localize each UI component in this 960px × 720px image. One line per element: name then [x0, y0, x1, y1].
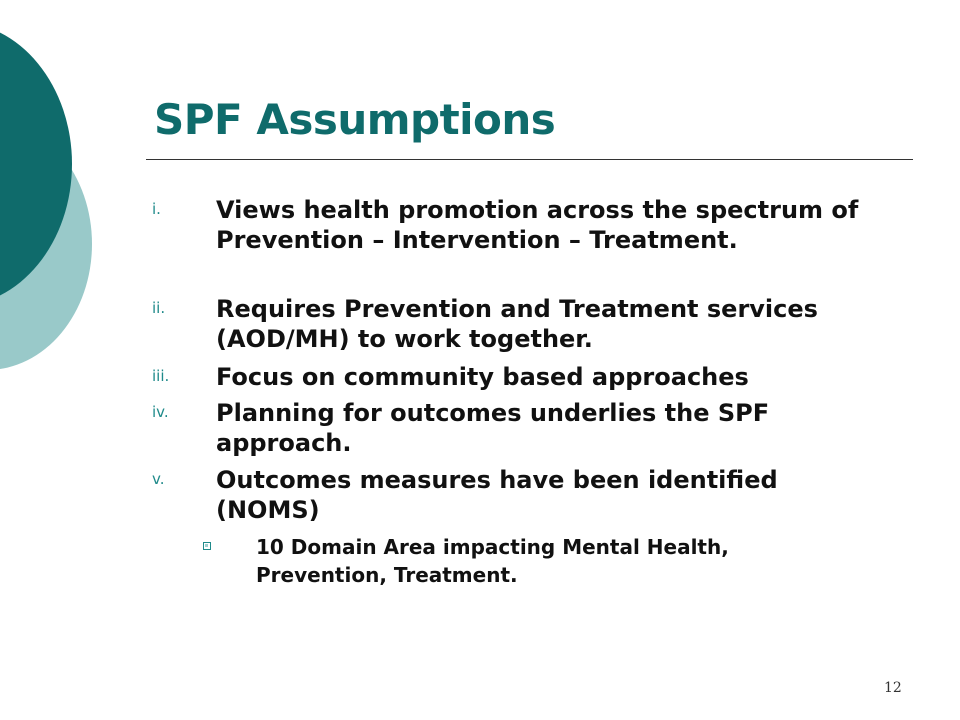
page-number: 12: [884, 680, 902, 696]
list-item-text: Focus on community based approaches: [216, 363, 749, 391]
list-item: [152, 195, 872, 255]
title-divider: [146, 159, 913, 160]
list-numeral: i.: [152, 200, 161, 218]
list-item: [152, 465, 872, 525]
list-item: [152, 398, 872, 458]
sub-list-item-text: 10 Domain Area impacting Mental Health, Prevention, Treatment.: [256, 535, 729, 587]
list-numeral: iv.: [152, 403, 169, 421]
slide-title: SPF Assumptions: [154, 95, 556, 144]
list-item-text: Requires Prevention and Treatment services (AOD/MH) to work together.: [216, 295, 818, 353]
list-item-text: Views health promotion across the spectrum of Prevention – Intervention – Treatment.: [216, 196, 859, 254]
list-item: [152, 362, 872, 392]
list-numeral: v.: [152, 470, 165, 488]
list-item-text: Outcomes measures have been identified (NOMS): [216, 466, 778, 524]
list-numeral: iii.: [152, 367, 170, 385]
sub-list-item: [200, 533, 860, 589]
square-bullet-icon: [203, 542, 211, 550]
list-numeral: ii.: [152, 299, 166, 317]
list-item: [152, 294, 872, 354]
list-item-text: Planning for outcomes underlies the SPF approach.: [216, 399, 770, 457]
